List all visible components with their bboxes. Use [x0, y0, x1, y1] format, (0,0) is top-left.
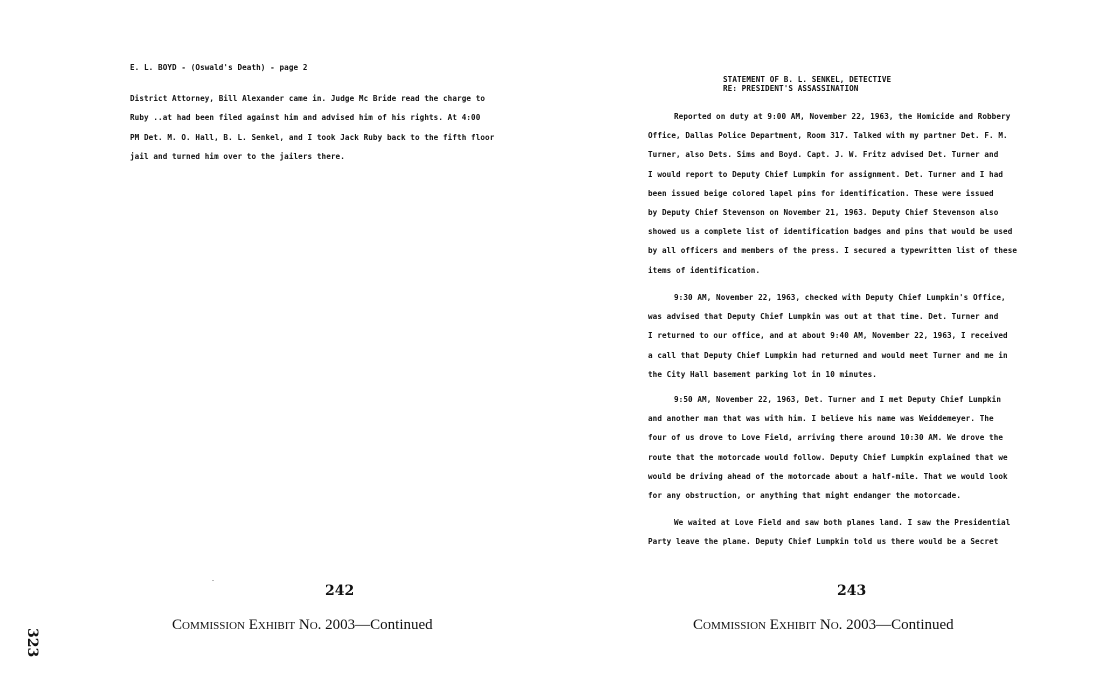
- text-line: would be driving ahead of the motorcade about a half-mile. That we would look: [648, 471, 1008, 481]
- scan-speck: [212, 580, 214, 581]
- text-line: 9:30 AM, November 22, 1963, checked with Deputy Chief Lumpkin's Office,: [674, 293, 1006, 302]
- left-exhibit-caption: [172, 617, 433, 634]
- paragraph: [648, 390, 1008, 505]
- paragraph: [648, 513, 1010, 551]
- margin-page-number: 323: [24, 628, 40, 658]
- text-line: District Attorney, Bill Alexander came in. Judge Mc Bride read the charge to: [130, 94, 486, 103]
- right-page: [547, 0, 1094, 691]
- text-line: was advised that Deputy Chief Lumpkin was out at that time. Det. Turner and: [648, 312, 999, 322]
- left-page-number: 242: [325, 583, 355, 599]
- text-line: showed us a complete list of identification badges and pins that would be used: [648, 227, 1013, 237]
- text-line: jail and turned him over to the jailers there.: [130, 151, 345, 161]
- right-page-number: 243: [837, 583, 867, 599]
- left-page-header: E. L. BOYD - (Oswald's Death) - page 2: [130, 63, 308, 72]
- text-line: 9:50 AM, November 22, 1963, Det. Turner and I met Deputy Chief Lumpkin: [674, 395, 1002, 404]
- text-line: by all officers and members of the press. I secured a typewritten list of these: [648, 246, 1018, 256]
- text-line: Reported on duty at 9:00 AM, November 22, 1963, the Homicide and Robbery: [674, 112, 1011, 121]
- text-line: I returned to our office, and at about 9:40 AM, November 22, 1963, I received: [648, 331, 1008, 341]
- text-line: for any obstruction, or anything that might endanger the motorcade.: [648, 491, 962, 501]
- statement-subject: RE: PRESIDENT'S ASSASSINATION: [723, 83, 859, 93]
- paragraph: [648, 288, 1008, 384]
- text-line: We waited at Love Field and saw both planes land. I saw the Presidential: [674, 518, 1011, 527]
- text-line: and another man that was with him. I believe his name was Weiddemeyer. The: [648, 414, 994, 424]
- caption-exhibit: Commission Exhibit No. 2003: [172, 617, 356, 633]
- right-exhibit-caption: [693, 617, 954, 634]
- text-line: items of identification.: [648, 265, 761, 275]
- text-line: by Deputy Chief Stevenson on November 21, 1963. Deputy Chief Stevenson also: [648, 208, 999, 218]
- caption-suffix: —Continued: [876, 617, 954, 633]
- text-line: I would report to Deputy Chief Lumpkin for assignment. Det. Turner and I had: [648, 169, 1004, 179]
- statement-title: STATEMENT OF B. L. SENKEL, DETECTIVE: [723, 75, 892, 84]
- text-line: Party leave the plane. Deputy Chief Lumpkin told us there would be a Secret: [648, 537, 999, 547]
- caption-exhibit: Commission Exhibit No. 2003: [693, 617, 877, 633]
- text-line: PM Det. M. O. Hall, B. L. Senkel, and I took Jack Ruby back to the fifth floor: [130, 132, 495, 142]
- text-line: a call that Deputy Chief Lumpkin had returned and would meet Turner and me in: [648, 350, 1008, 360]
- text-line: Office, Dallas Police Department, Room 317. Talked with my partner Det. F. M.: [648, 131, 1008, 141]
- text-line: four of us drove to Love Field, arriving there around 10:30 AM. We drove the: [648, 433, 1004, 443]
- text-line: Ruby ..at had been filed against him and advised him of his rights. At 4:00: [130, 113, 481, 123]
- text-line: route that the motorcade would follow. Deputy Chief Lumpkin explained that we: [648, 452, 1008, 462]
- text-line: been issued beige colored lapel pins for identification. These were issued: [648, 188, 994, 198]
- text-line: Turner, also Dets. Sims and Boyd. Capt. J. W. Fritz advised Det. Turner and: [648, 150, 999, 160]
- text-line: the City Hall basement parking lot in 10 minutes.: [648, 369, 877, 379]
- left-page-body: [130, 89, 494, 166]
- caption-suffix: —Continued: [355, 617, 433, 633]
- statement-header: [723, 76, 891, 93]
- paragraph: [648, 107, 1017, 280]
